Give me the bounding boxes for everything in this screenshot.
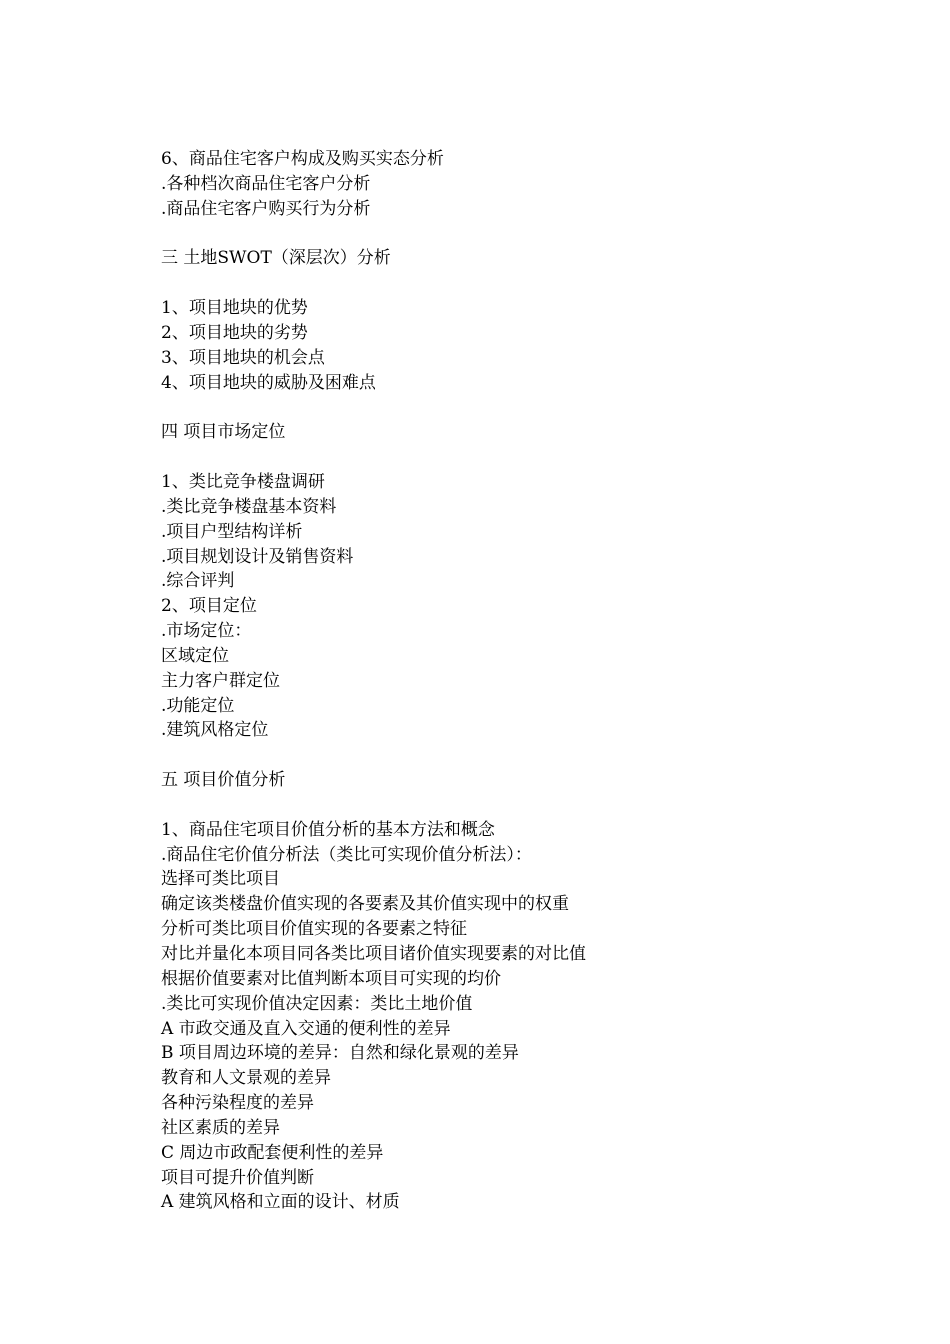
text-line: 3、项目地块的机会点 [161, 347, 325, 368]
text-line: .商品住宅客户购买行为分析 [161, 198, 371, 219]
text-line: 1、类比竞争楼盘调研 [161, 471, 325, 492]
text-line: .建筑风格定位 [161, 720, 269, 741]
text-line: B 项目周边环境的差异：自然和绿化景观的差异 [161, 1043, 519, 1064]
text-line: 分析可类比项目价值实现的各要素之特征 [161, 919, 467, 940]
text-line: 区域定位 [161, 645, 229, 666]
text-line: C 周边市政配套便利性的差异 [161, 1142, 384, 1163]
text-line: 各种污染程度的差异 [161, 1093, 314, 1114]
text-line: A 建筑风格和立面的设计、材质 [161, 1192, 400, 1213]
text-line: .各种档次商品住宅客户分析 [161, 173, 371, 194]
blank-line [161, 445, 881, 470]
text-line: 教育和人文景观的差异 [161, 1068, 331, 1089]
text-line: 对比并量化本项目同各类比项目诸价值实现要素的对比值 [161, 944, 586, 964]
text-line: 4、项目地块的威胁及困难点 [161, 372, 376, 393]
document-body [161, 147, 881, 1215]
text-line: 四 项目市场定位 [161, 422, 286, 443]
text-line: 选择可类比项目 [161, 869, 280, 890]
text-line: 2、项目定位 [161, 596, 257, 617]
text-line: .商品住宅价值分析法（类比可实现价值分析法）： [161, 844, 532, 865]
blank-line [161, 395, 881, 420]
text-line: .类比可实现价值决定因素：类比土地价值 [161, 993, 473, 1014]
text-line: 1、商品住宅项目价值分析的基本方法和概念 [161, 819, 495, 840]
text-line: 1、项目地块的优势 [161, 298, 308, 319]
text-line: 项目可提升价值判断 [161, 1167, 314, 1188]
blank-line [161, 271, 881, 296]
text-line: 确定该类楼盘价值实现的各要素及其价值实现中的权重 [161, 894, 569, 915]
text-line: 社区素质的差异 [161, 1117, 280, 1138]
text-line: .综合评判 [161, 571, 235, 592]
text-line: 根据价值要素对比值判断本项目可实现的均价 [161, 968, 501, 989]
text-line: 2、项目地块的劣势 [161, 322, 308, 343]
text-line: 三 土地SWOT（深层次）分析 [161, 248, 391, 269]
text-line: A 市政交通及直入交通的便利性的差异 [161, 1018, 451, 1039]
text-line: 主力客户群定位 [161, 670, 280, 691]
text-line: 6、商品住宅客户构成及购买实态分析 [161, 149, 444, 169]
text-line: 五 项目价值分析 [161, 770, 286, 791]
text-line: .市场定位： [161, 621, 252, 642]
text-line: .项目户型结构详析 [161, 521, 303, 542]
blank-line [161, 222, 881, 247]
text-line: .项目规划设计及销售资料 [161, 546, 354, 567]
text-line: .类比竞争楼盘基本资料 [161, 496, 337, 517]
text-line: .功能定位 [161, 695, 235, 716]
blank-line [161, 743, 881, 768]
blank-line [161, 793, 881, 818]
